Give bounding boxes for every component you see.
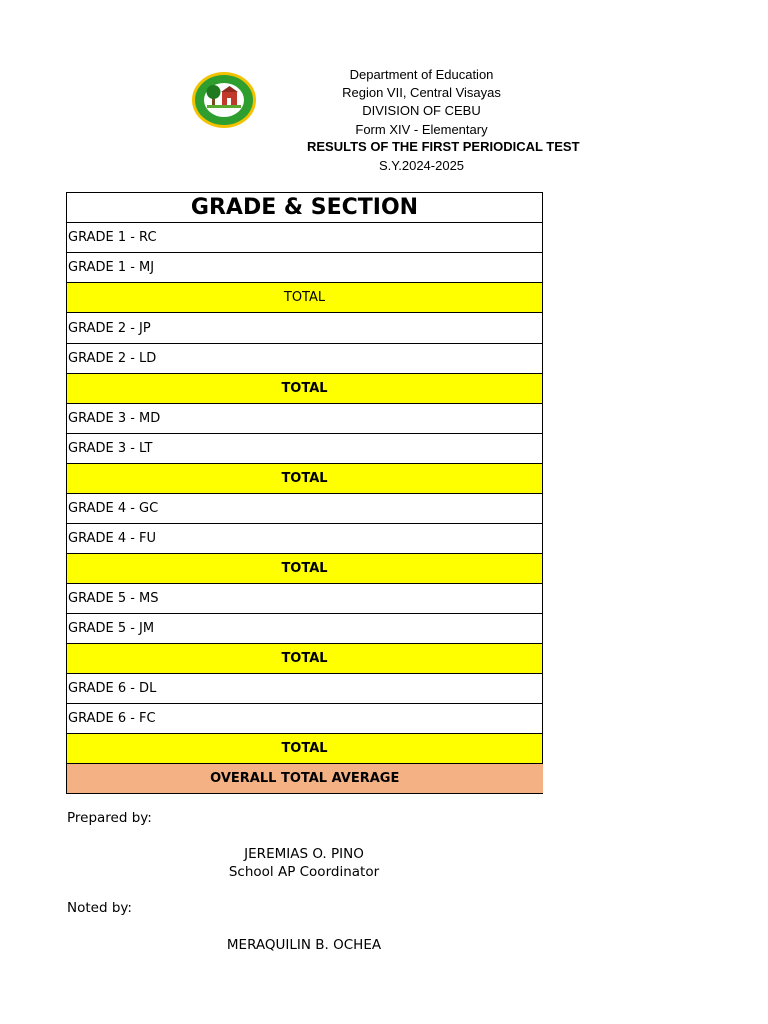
table-row: GRADE 6 - FC [67,704,543,734]
prepared-by-label: Prepared by: [67,810,152,826]
overall-total-row: OVERALL TOTAL AVERAGE [67,764,543,794]
table-row: GRADE 3 - LT [67,434,543,464]
total-row: TOTAL [67,644,543,674]
header-report-title: RESULTS OF THE FIRST PERIODICAL TEST [307,139,580,154]
table-row: GRADE 4 - FU [67,524,543,554]
table-row: GRADE 5 - JM [67,614,543,644]
table-row: GRADE 6 - DL [67,674,543,704]
table-row: GRADE 2 - LD [67,344,543,374]
total-row: TOTAL [67,283,543,313]
table-row: GRADE 1 - MJ [67,253,543,283]
table-row: GRADE 1 - RC [67,223,543,253]
school-seal-logo [191,71,257,129]
noted-by-label: Noted by: [67,900,132,916]
noted-by-name: MERAQUILIN B. OCHEA [226,937,382,953]
header-school-year: S.Y.2024-2025 [378,158,465,173]
prepared-by-name: JEREMIAS O. PINO [244,846,364,862]
table-row: GRADE 4 - GC [67,494,543,524]
total-row: TOTAL [67,734,543,764]
header-region: Region VII, Central Visayas [342,85,501,100]
table-row: GRADE 5 - MS [67,584,543,614]
total-row: TOTAL [67,554,543,584]
header-department: Department of Education [349,67,494,82]
header-division: DIVISION OF CEBU [362,103,481,118]
header-form: Form XIV - Elementary [355,122,488,137]
total-row: TOTAL [67,464,543,494]
total-row: TOTAL [67,374,543,404]
table-title: GRADE & SECTION [67,193,543,223]
table-row: GRADE 2 - JP [67,313,543,344]
results-table [66,192,543,794]
prepared-by-title: School AP Coordinator [228,864,380,880]
table-row: GRADE 3 - MD [67,404,543,434]
